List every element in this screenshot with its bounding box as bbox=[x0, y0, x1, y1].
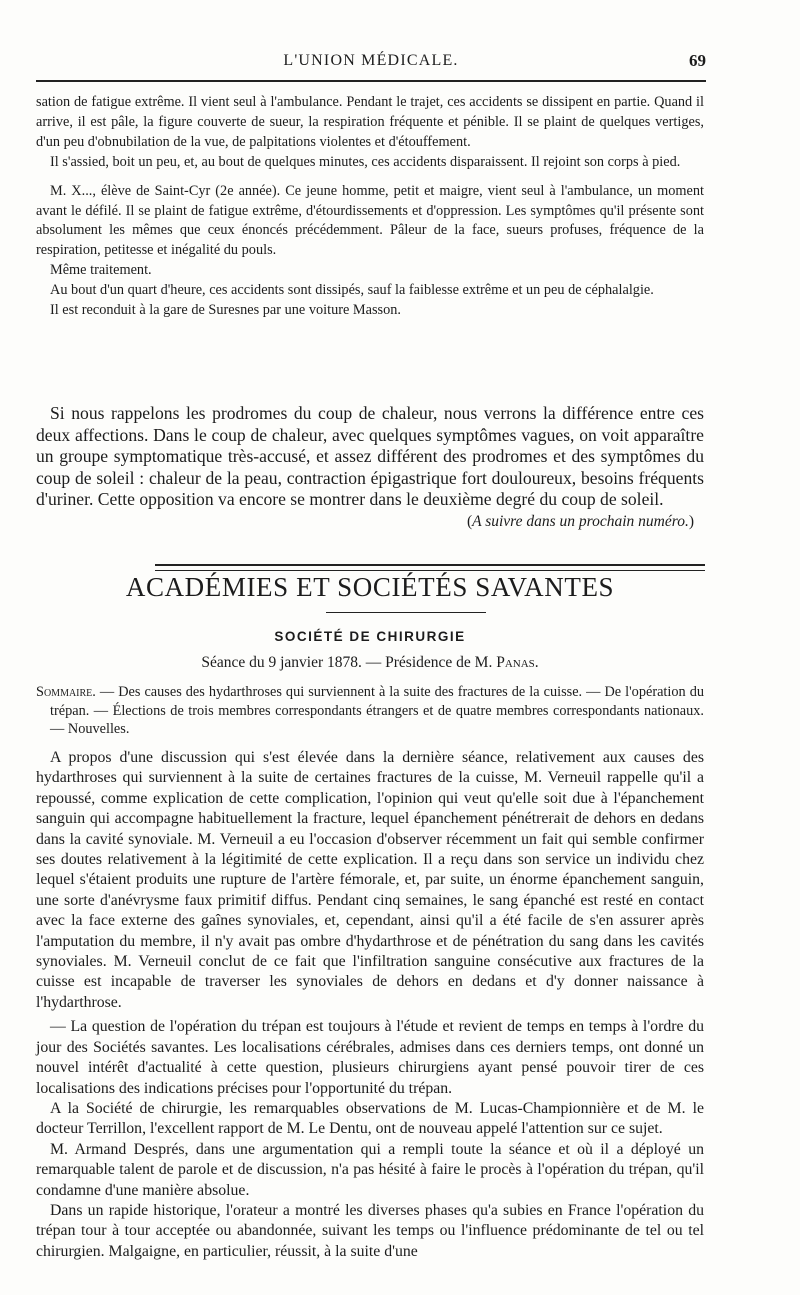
case-paragraph: Il s'assied, boit un peu, et, au bout de quelques minutes, ces accidents disparaissent. Il rejoint son corps à pied. bbox=[50, 153, 681, 170]
title-rule bbox=[326, 612, 486, 613]
continuation-note: (A suivre dans un prochain numéro.) bbox=[466, 512, 694, 530]
page-number: 69 bbox=[689, 51, 706, 70]
running-title: L'UNION MÉDICALE. bbox=[283, 52, 459, 69]
section-separator bbox=[155, 564, 705, 571]
continuation-text: A suivre dans un prochain numéro. bbox=[472, 512, 689, 530]
session-line: Séance du 9 janvier 1878. — Présidence de M. Panas. bbox=[201, 654, 539, 671]
session-prefix: Séance du 9 janvier 1878. — Présidence de M. bbox=[201, 654, 497, 671]
president-name: Panas bbox=[496, 654, 535, 671]
body-paragraph: M. Armand Després, dans une argumentation qui a rempli toute la séance et où il a déployé un remarquable talent de parole et de discussion, n'a pas hésité à faire le procès à l'opération du trépan, qu'il condamne d'une manière absolue. bbox=[36, 1140, 704, 1199]
summary-paragraph bbox=[36, 683, 704, 739]
summary-text: — Des causes des hydarthroses qui surviennent à la suite des fractures de la cuisse. — De l'opération du trépan. — Élections de trois membres correspondants étrangers et de quatre membres correspondants nationaux. — Nouvelles. bbox=[50, 684, 704, 737]
section-title: ACADÉMIES ET SOCIÉTÉS SAVANTES bbox=[125, 572, 615, 602]
case-paragraph: M. X..., élève de Saint-Cyr (2e année). Ce jeune homme, petit et maigre, vient seul à l'ambulance, un moment avant le défilé. Il se plaint de fatigue extrême, d'étourdissements et d'oppression. Les symptômes qu'il présente sont absolument les mêmes que ceux énoncés précédemment. Pâleur de la face, sueurs profuses, fréquence de la respiration, petitesse et inégalité du pouls. bbox=[36, 182, 704, 259]
session-report bbox=[36, 748, 704, 1262]
society-title: SOCIÉTÉ DE CHIRURGIE bbox=[274, 629, 466, 644]
body-paragraph: Dans un rapide historique, l'orateur a montré les diverses phases qu'a subies en France l'opération du trépan tour à tour acceptée ou abandonnée, suivant les temps ou l'influence prédominante de tel ou tel chirurgien. Malgaigne, en particulier, réussit, à la suite d'une bbox=[36, 1201, 704, 1260]
case-paragraph: Au bout d'un quart d'heure, ces accidents sont dissipés, sauf la faiblesse extrême et un peu de céphalalgie. bbox=[50, 282, 654, 299]
conclusion-paragraph: Si nous rappelons les prodromes du coup de chaleur, nous verrons la différence entre ces deux affections. Dans le coup de chaleur, avec quelques symptômes vagues, on voit apparaître un groupe symptomatique très-accusé, et assez différent des prodromes et des symptômes du coup de soleil : chaleur de la peau, contraction épigastrique fort douloureux, besoins fréquents d'uriner. Cette opposition va encore se montrer dans le deuxième degré du coup de soleil. bbox=[36, 403, 704, 509]
body-paragraph: — La question de l'opération du trépan est toujours à l'étude et revient de temps en temps à l'ordre du jour des Sociétés savantes. Les localisations cérébrales, admises dans ces derniers temps, ont donné un nouvel intérêt d'actualité à cette question, plusieurs chirurgiens ayant pensé pouvoir tirer de ces localisations des indications précises pour l'opportunité du trépan. bbox=[36, 1018, 704, 1097]
summary bbox=[36, 683, 704, 739]
body-paragraph: A propos d'une discussion qui s'est élevée dans la dernière séance, relativement aux causes des hydarthroses qui surviennent à la suite de certaines fractures de la cuisse, M. Verneuil rappelle qu'il a repoussé, comme explication de cette complication, l'opinion qui veut qu'elle soit due à l'épanchement sanguin qui accompagne habituellement la fracture, lequel épanchement pénétrerait de dehors en dedans dans la cavité synoviale. M. Verneuil a eu l'occasion d'observer récemment un fait qui semble confirmer ses doutes relativement à la légitimité de cette explication. Il a reçu dans son service un individu chez lequel s'étaient produits une rupture de l'artère fémorale, et, par suite, un énorme épanchement sanguin, une sorte d'anévrysme faux primitif diffus. Pendant cinq semaines, le sang épanché est resté en contact avec la face externe des gaînes synoviales, et, cependant, ainsi qu'il a été facile de s'en assurer après l'amputation du membre, il n'y avait pas ombre d'hydarthrose et de pénétration du sang dans les cavités synoviales. M. Verneuil conclut de ce fait que l'infiltration sanguine consécutive aux fractures de la cuisse est incapable de traverser les synoviales de dehors en dedans et d'y donner naissance à l'hydarthrose. bbox=[36, 749, 704, 1011]
header-rule bbox=[36, 80, 706, 82]
summary-label: Sommaire. bbox=[36, 684, 96, 700]
case-paragraph: Même traitement. bbox=[50, 262, 152, 279]
conclusion bbox=[36, 403, 704, 532]
body-paragraph: A la Société de chirurgie, les remarquables observations de M. Lucas-Championnière et de M. le docteur Terrillon, l'excellent rapport de M. Le Dentu, ont de nouveau appelé l'attention sur ce sujet. bbox=[36, 1099, 704, 1138]
running-head bbox=[36, 48, 706, 78]
case-paragraph: sation de fatigue extrême. Il vient seul à l'ambulance. Pendant le trajet, ces accidents se dissipent en partie. Quand il arrive, il est pâle, la figure couverte de sueur, la respiration fréquente et pénible. Il se plaint de quelques vertiges, d'un peu d'obnubilation de la vue, de palpitations violentes et d'étouffement. bbox=[36, 94, 704, 150]
case-paragraph: Il est reconduit à la gare de Suresnes par une voiture Masson. bbox=[50, 302, 401, 319]
case-notes bbox=[36, 93, 704, 321]
